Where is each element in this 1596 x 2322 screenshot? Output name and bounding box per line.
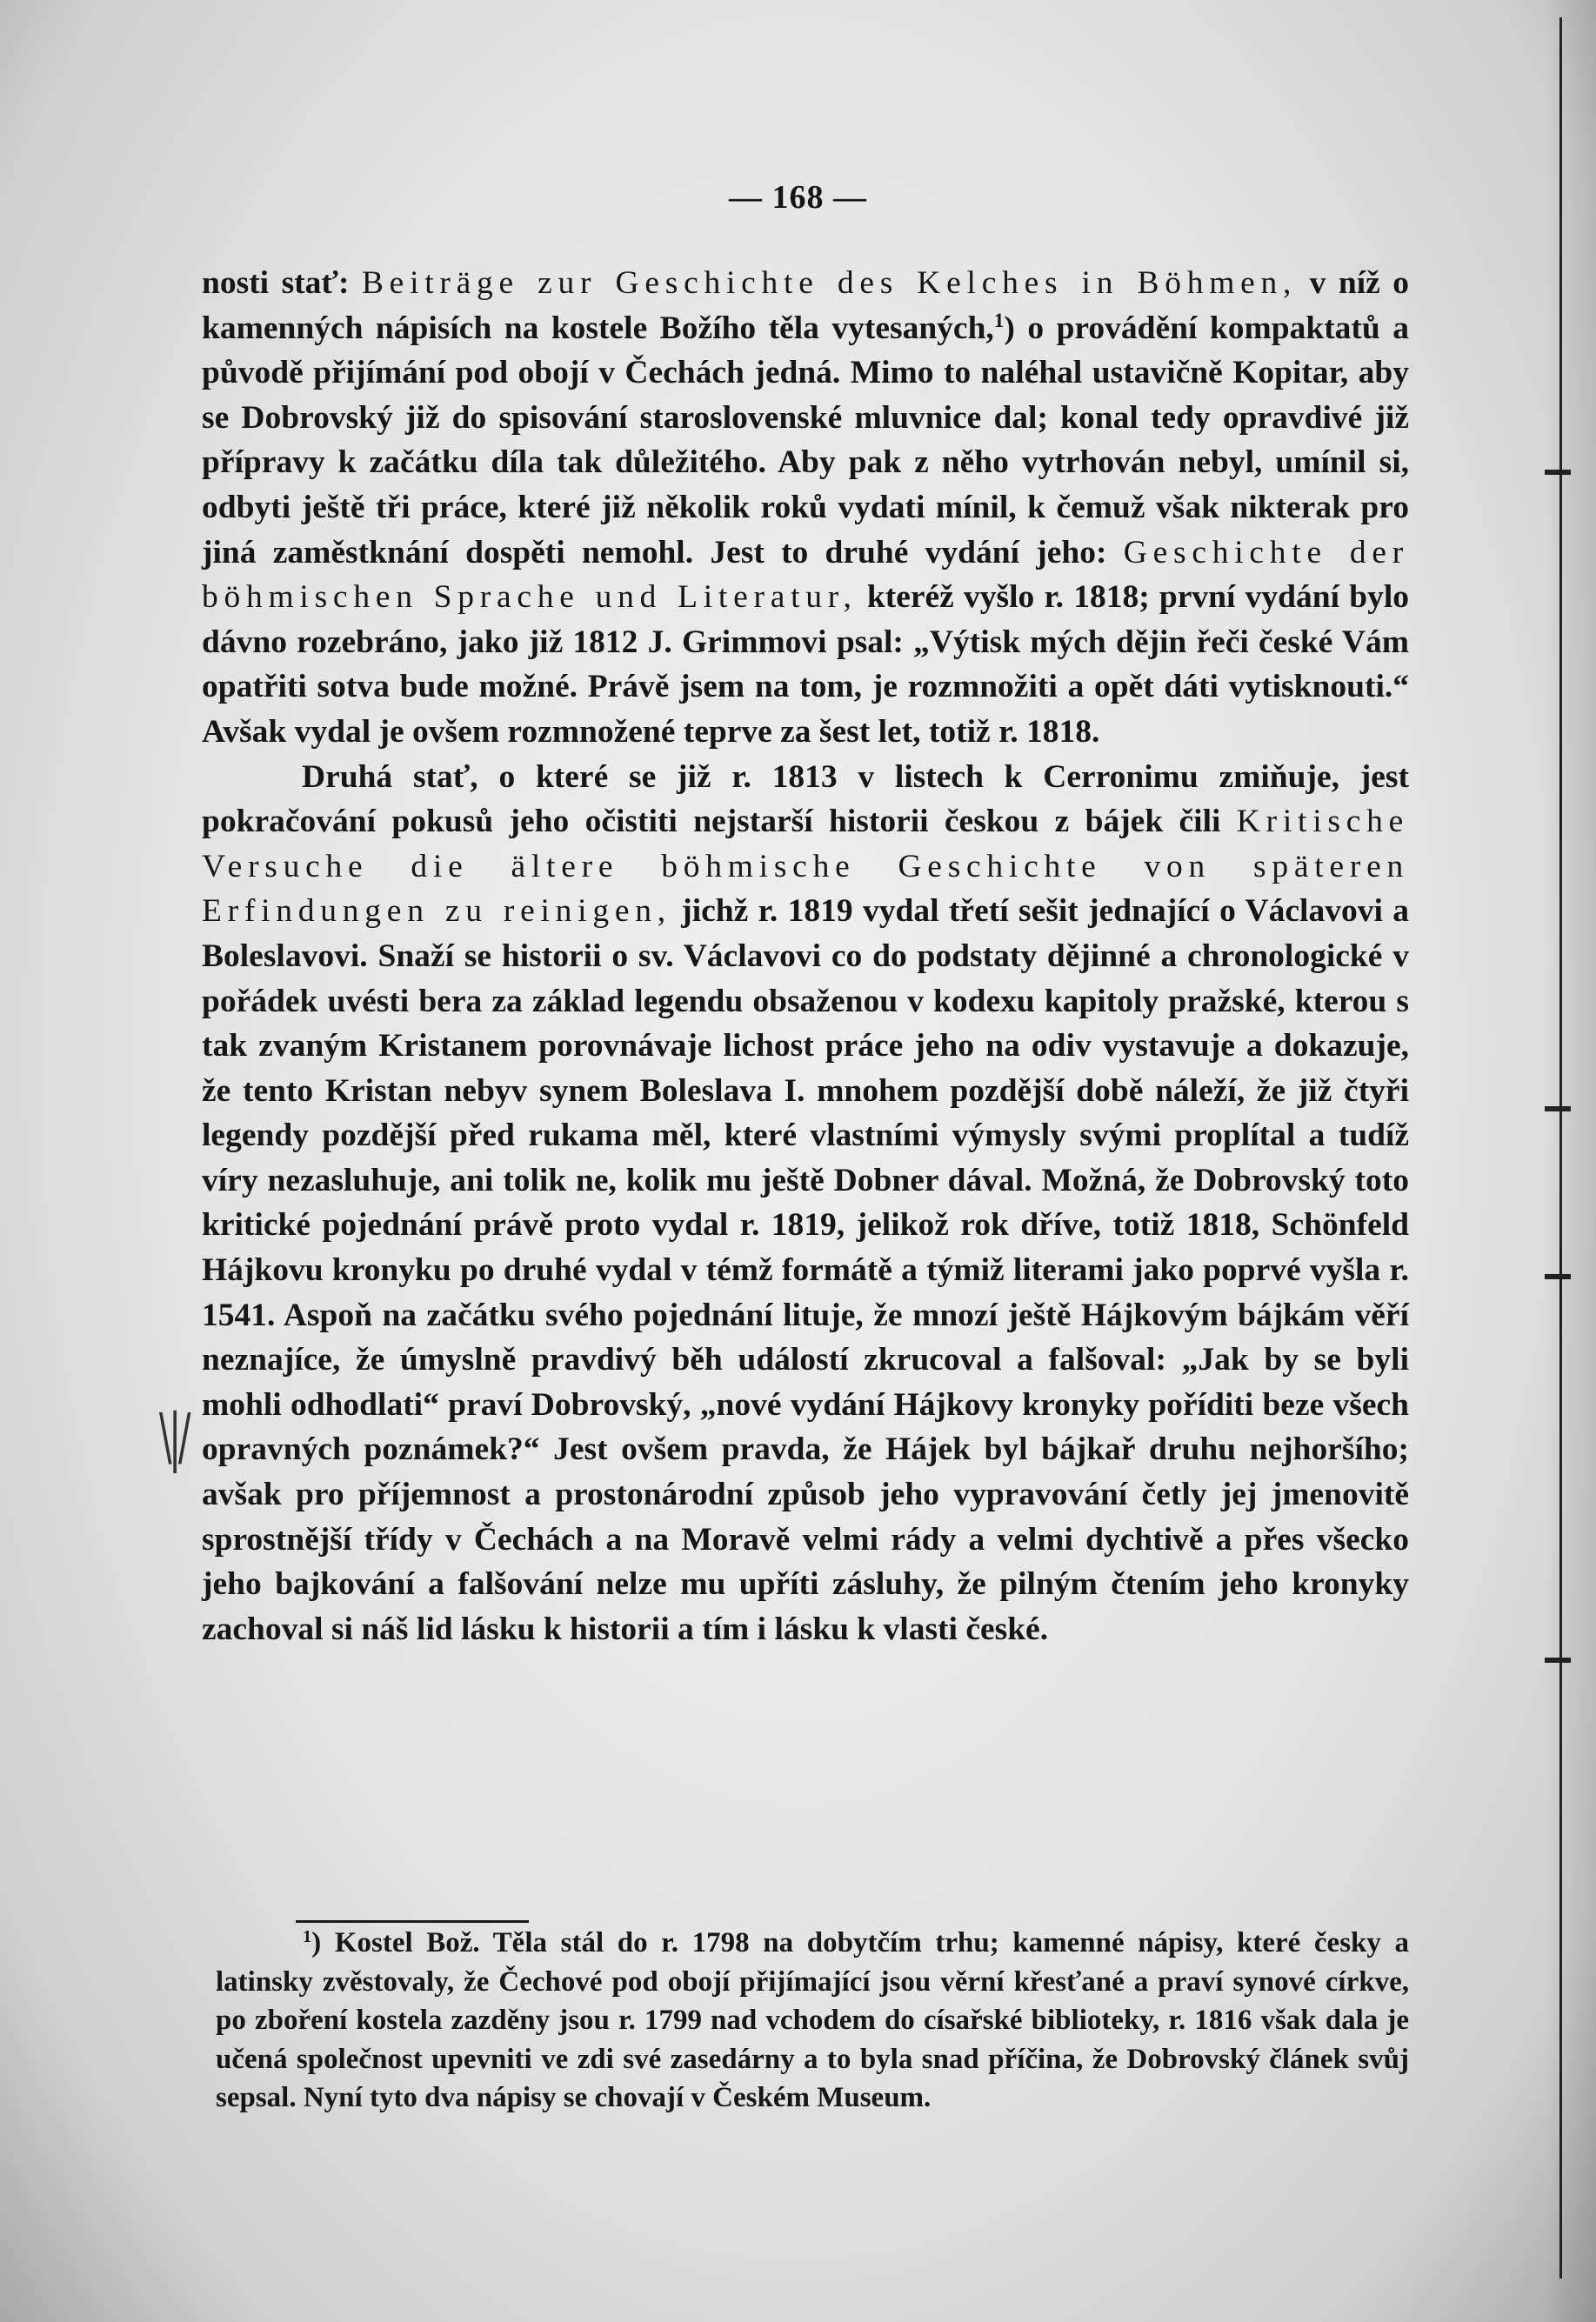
edge-tick [1545,470,1571,475]
cited-title: Beiträge zur Geschichte des Kelches in Böhmen, [361,265,1298,301]
footnotes [216,1924,1409,2118]
cited-title: Geschichte der böhmischen Sprache und Literatur, [202,534,1409,616]
footnote-reference: 1 [993,309,1005,332]
margin-pencil-mark: \|/ [158,1400,188,1473]
text-run: kteréž vyšlo r. 1818; první vydání bylo dávno rozebráno, jako již 1812 J. Grimmovi psal: „Výtisk mých dějin řeči české Vám opatřiti sotva bude možné. Právě jsem na tom, je rozmnožiti a opět dáti vytisknouti.“ Avšak vydal je ovšem rozmnožené teprve za šest let, totiž r. 1818. [202,579,1409,750]
edge-tick [1545,1274,1571,1279]
paragraph-1 [202,261,1409,755]
text-run: ) o provádění kompaktatů a původě přijímání pod obojí v Čechách jedná. Mimo to naléhal ustavičně Kopitar, aby se Dobrovský již do spisování staroslovenské mluvnice dal; konal tedy opravdivé již přípravy k začátku díla tak důležitého. Aby pak z něho vytrhován nebyl, umínil si, odbyti ještě tři práce, které již několik roků vydati mínil, k čemuž však nikterak pro jiná zaměstknání dospěti nemohl. Jest to druhé vydání jeho: [202,310,1409,570]
paragraph-2 [202,755,1409,1652]
main-text [202,261,1409,1651]
page-number: — 168 — [729,179,867,216]
footnote-text: ) Kostel Bož. Těla stál do r. 1798 na dobytčím trhu; kamenné nápisy, které česky a latinsky zvěstovaly, že Čechové pod obojí přijímající jsou věrní křesťané a praví synové církve, po zboření kostela zazděny jsou r. 1799 nad vchodem do císařské biblioteky, r. 1816 však dala je učená společnost upevniti ve zdi své zasedárny a to byla snad příčina, že Dobrovský článek svůj sepsal. Nyní tyto dva nápisy se chovají v Českém Museum. [216,1927,1409,2114]
text-run: jichž r. 1819 vydal třetí sešit jednající o Václavovi a Boleslavovi. Snaží se historii o sv. Václavovi co do podstaty dějinné a chronologické v pořádek uvésti bera za základ legendu obsaženou v kodexu kapitoly pražské, kterou s tak zvaným Kristanem porovnávaje lichost práce jeho na odiv vystavuje a dokazuje, že tento Kristan nebyv synem Boleslava I. mnohem pozdější době náleží, že již čtyři legendy pozdější před rukama měl, které vlastními výmysly svými proplítal a tudíž víry nezasluhuje, ani tolik ne, kolik mu ještě Dobner dával. Možná, že Dobrovský toto kritické pojednání právě proto vydal r. 1819, jelikož rok dříve, totiž 1818, Schönfeld Hájkovu kronyku po druhé vydal v témž formátě a týmiž literami jako poprvé vyšla r. 1541. Aspoň na začátku svého pojednání lituje, že mnozí ještě Hájkovým bájkám věří neznajíce, že úmyslně pravdivý běh událostí zkrucoval a falšoval: „Jak by se byli mohli odhodlati“ praví Dobrovský, „nové vydání Hájkovy kronyky poříditi beze všech opravných poznámek?“ Jest ovšem pravda, že Hájek byl bájkař druhu nejhoršího; avšak pro příjemnost a prostonárodní způsob jeho vypravování četly jej jmenovitě sprostnější třídy v Čechách a na Moravě velmi rády a velmi dychtivě a přes všecko jeho bajkování a falšování nelze mu upříti zásluhy, že pilným čtením jeho kronyky zachoval si náš lid lásku k historii a tím i lásku k vlasti české. [202,893,1409,1647]
text-run: Druhá stať, o které se již r. 1813 v listech k Cerronimu zmiňuje, jest pokračování pokusů jeho očistiti nejstarší historii českou z bájek čili [202,758,1409,840]
page-edge-shadow [1546,0,1596,2322]
edge-tick [1545,1106,1571,1111]
text-run: nosti stať: [202,265,362,301]
footnote-1 [216,1924,1409,2118]
text-run: v níž o kamenných nápisích na kostele Božího těla vytesaných, [202,265,1410,346]
binding-edge-line [1559,17,1562,2279]
edge-tick [1545,1658,1571,1663]
footnote-divider [296,1920,529,1923]
footnote-marker: 1 [303,1926,312,1946]
cited-title: Kritische Versuche die ältere böhmische Geschichte von späteren Erfindungen zu reinigen, [202,804,1409,930]
